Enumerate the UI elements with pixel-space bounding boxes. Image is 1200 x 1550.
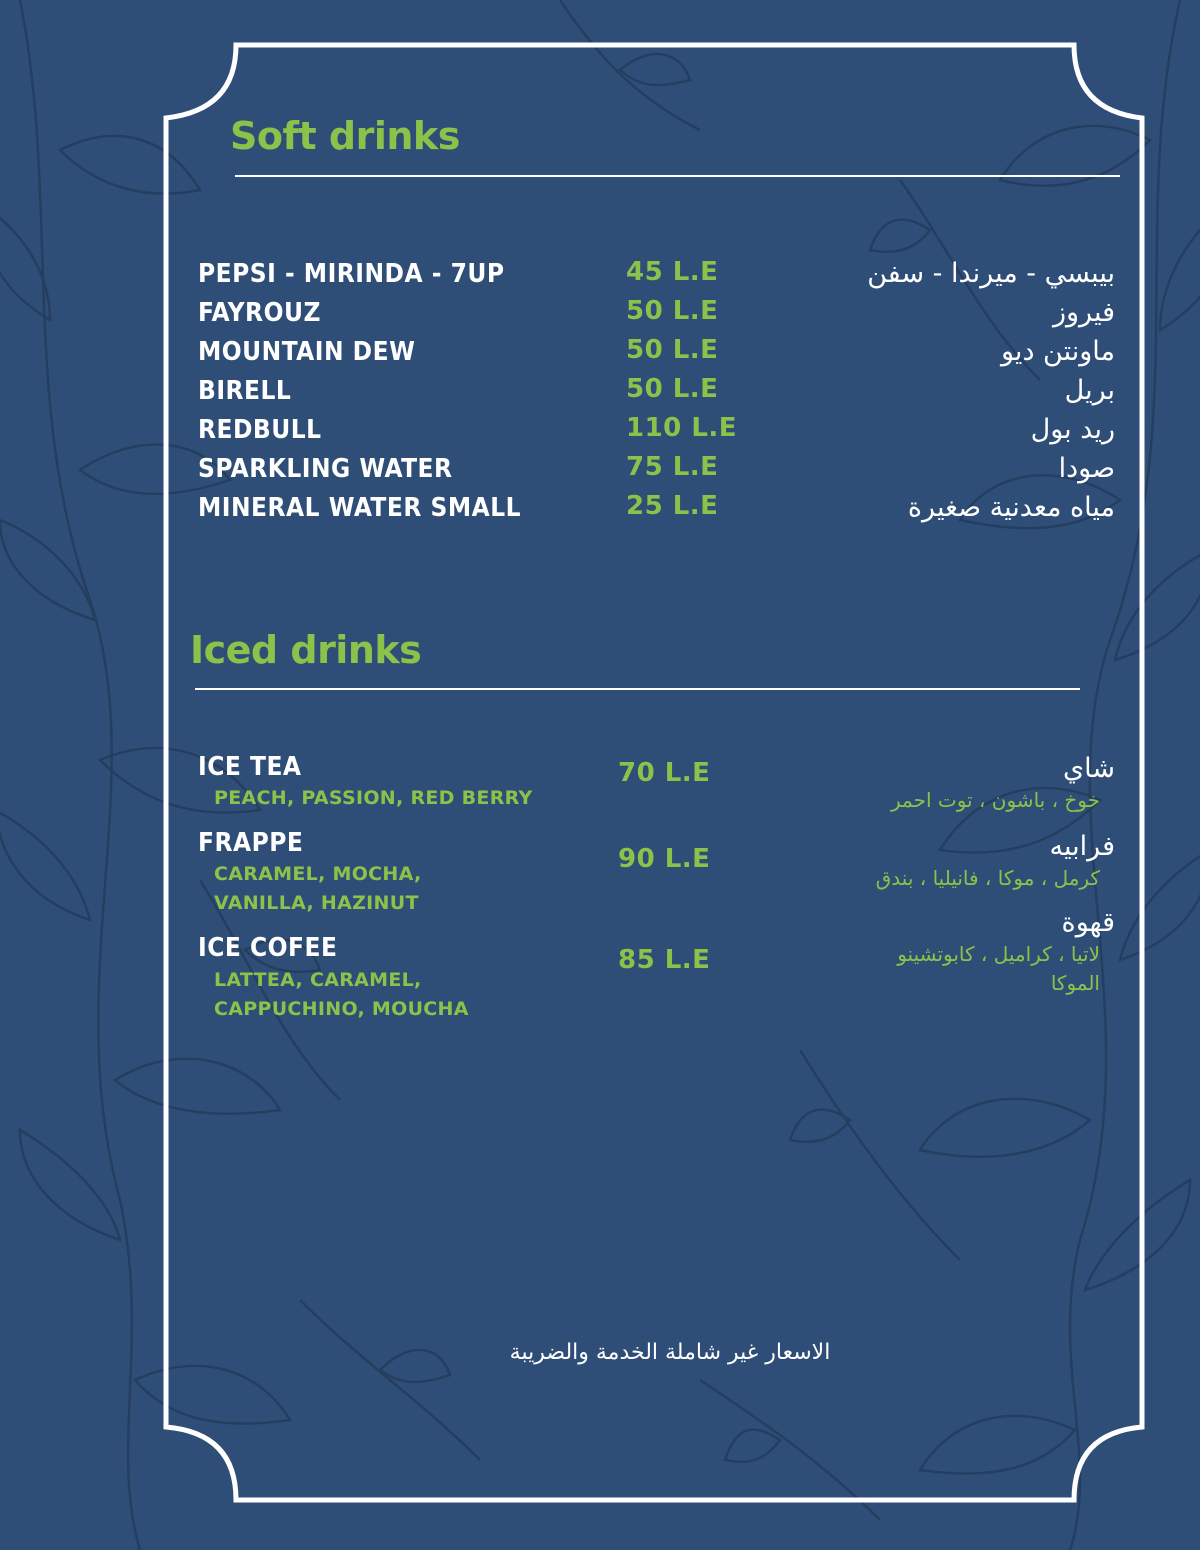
item-price: 50 L.E	[626, 374, 719, 404]
item-flavors-ar: لاتيا ، كراميل ، كابوتشينو	[897, 942, 1100, 966]
item-price: 85 L.E	[618, 945, 711, 975]
item-flavors-en: CAPPUCHINO, MOUCHA	[214, 998, 469, 1020]
item-name-ar: فرابيه	[1049, 831, 1115, 862]
iced-drinks-divider	[195, 688, 1080, 690]
item-price: 25 L.E	[626, 491, 719, 521]
item-name-en: SPARKLING WATER	[198, 454, 453, 484]
item-price: 50 L.E	[626, 296, 719, 326]
item-name-ar: شاي	[1063, 753, 1115, 784]
item-price: 90 L.E	[618, 844, 711, 874]
item-name-en: ICE TEA	[198, 752, 302, 782]
item-price: 75 L.E	[626, 452, 719, 482]
item-name-ar: ريد بول	[1030, 414, 1115, 445]
item-price: 45 L.E	[626, 257, 719, 287]
item-name-ar: ماونتن ديو	[1000, 336, 1115, 367]
item-price: 50 L.E	[626, 335, 719, 365]
item-name-en: MOUNTAIN DEW	[198, 337, 416, 367]
prices-disclaimer: الاسعار غير شاملة الخدمة والضريبة	[509, 1340, 831, 1365]
soft-drinks-divider	[235, 175, 1120, 177]
item-name-en: FRAPPE	[198, 828, 304, 858]
item-price: 110 L.E	[626, 413, 738, 443]
item-flavors-en: CARAMEL, MOCHA,	[214, 863, 422, 885]
item-name-ar: فيروز	[1052, 297, 1115, 328]
item-flavors-en: PEACH, PASSION, RED BERRY	[214, 787, 533, 809]
item-name-ar: قهوة	[1061, 907, 1115, 938]
item-name-en: MINERAL WATER SMALL	[198, 493, 522, 523]
item-name-en: BIRELL	[198, 376, 292, 406]
item-name-ar: مياه معدنية صغيرة	[907, 492, 1115, 523]
item-name-ar: بريل	[1064, 375, 1115, 406]
item-name-en: PEPSI - MIRINDA - 7UP	[198, 259, 505, 289]
item-name-ar: بيبسي - ميرندا - سفن	[867, 258, 1115, 289]
item-flavors-en: LATTEA, CARAMEL,	[214, 969, 422, 991]
item-name-ar: صودا	[1058, 453, 1115, 484]
item-name-en: ICE COFEE	[198, 933, 338, 963]
item-name-en: REDBULL	[198, 415, 322, 445]
item-price: 70 L.E	[618, 758, 711, 788]
item-flavors-ar: كرمل ، موكا ، فانيليا ، بندق	[875, 866, 1100, 890]
item-flavors-ar: الموكا	[1050, 971, 1100, 995]
item-flavors-en: VANILLA, HAZINUT	[214, 892, 419, 914]
item-name-en: FAYROUZ	[198, 298, 321, 328]
iced-drinks-title: Iced drinks	[190, 628, 422, 672]
soft-drinks-title: Soft drinks	[230, 114, 460, 158]
item-flavors-ar: خوخ ، باشون ، توت احمر	[891, 788, 1100, 812]
